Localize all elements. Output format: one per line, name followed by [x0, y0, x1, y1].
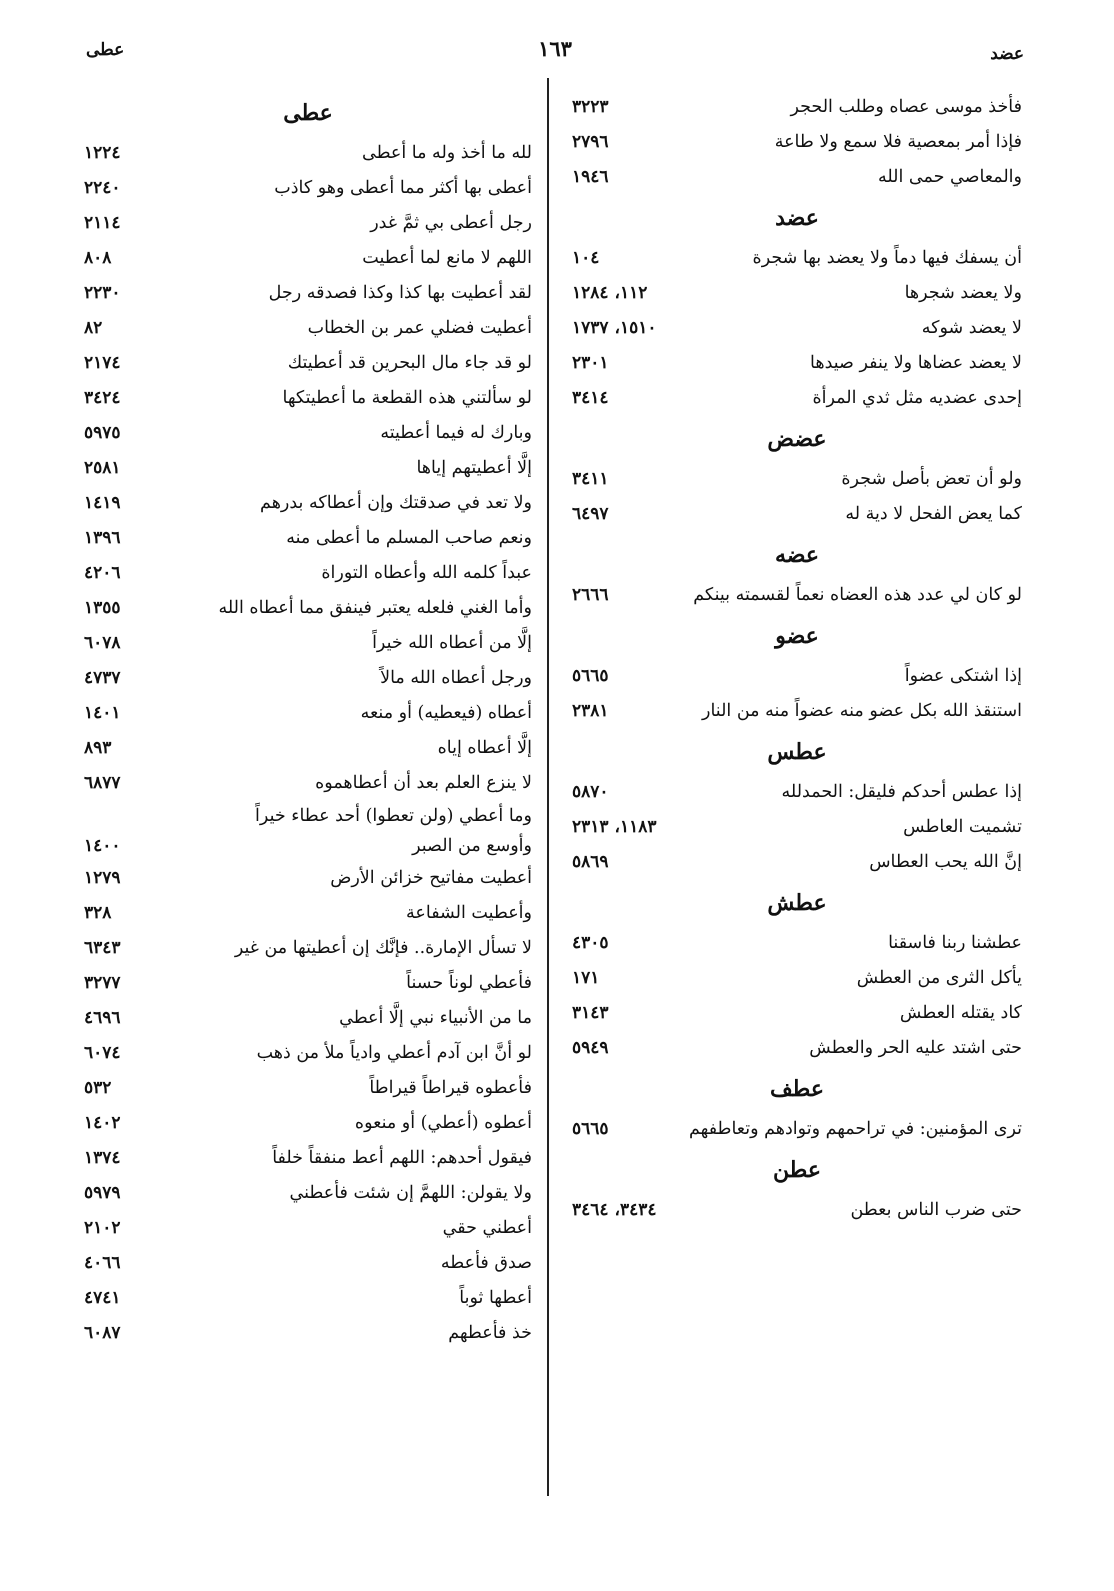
- index-entry: [572, 90, 1022, 125]
- hadith-number: ٤٢٠٦: [84, 563, 121, 583]
- index-entry: [84, 556, 532, 591]
- section-heading: عطس: [767, 739, 827, 765]
- entry-text: لقد أعطيت بها كذا وكذا فصدقه رجل: [268, 283, 532, 303]
- hadith-number: ٦٠٧٤: [84, 1043, 121, 1063]
- hadith-number: ١١٢، ١٢٨٤: [572, 283, 648, 303]
- hadith-number: ٢٣٨١: [572, 701, 609, 721]
- hadith-number: ٥٩٤٩: [572, 1038, 609, 1058]
- index-entry: [572, 1193, 1022, 1228]
- index-entry: [84, 896, 532, 931]
- hadith-number: ٤٦٩٦: [84, 1008, 121, 1028]
- index-entry: [84, 801, 532, 861]
- hadith-number: ٣٤٣٤، ٣٤٦٤: [572, 1200, 657, 1220]
- hadith-number: ١١٨٣، ٢٣١٣: [572, 817, 657, 837]
- hadith-number: ١٥١٠، ١٧٣٧: [572, 318, 657, 338]
- section-heading: عضو: [775, 623, 819, 649]
- index-entry: [84, 1071, 532, 1106]
- hadith-number: ١٣٧٤: [84, 1148, 121, 1168]
- hadith-number: ٣١٤٣: [572, 1003, 609, 1023]
- entry-text: ترى المؤمنين: في تراحمهم وتوادهم وتعاطفهم: [688, 1119, 1022, 1139]
- entry-text: فأعطوه قيراطاً قيراطاً: [369, 1078, 532, 1098]
- index-entry: [84, 416, 532, 451]
- index-entry: [84, 626, 532, 661]
- index-entry: [84, 1106, 532, 1141]
- index-entry: [84, 731, 532, 766]
- index-entry: [572, 961, 1022, 996]
- hadith-number: ٨٩٣: [84, 738, 112, 758]
- entry-text: والمعاصي حمى الله: [878, 167, 1022, 187]
- entry-text: خذ فأعطهم: [448, 1323, 532, 1343]
- entry-text: أعطيت مفاتيح خزائن الأرض: [330, 868, 532, 888]
- hadith-number: ٥٦٦٥: [572, 666, 609, 686]
- index-entry: [84, 241, 532, 276]
- entry-text: ولا تعد في صدقتك وإن أعطاكه بدرهم: [260, 493, 532, 513]
- index-entry: [84, 1001, 532, 1036]
- index-entry: [84, 276, 532, 311]
- hadith-number: ٦٨٧٧: [84, 773, 121, 793]
- entry-text: أعطني حقي: [442, 1218, 532, 1238]
- index-entry: [572, 311, 1022, 346]
- index-entry: [572, 775, 1022, 810]
- entry-text: عبداً كلمه الله وأعطاه التوراة: [321, 563, 532, 583]
- hadith-number: ٥٩٧٥: [84, 423, 121, 443]
- entry-text: فيقول أحدهم: اللهم أعط منفقاً خلفاً: [272, 1148, 532, 1168]
- hadith-number: ٢٥٨١: [84, 458, 121, 478]
- header-keyword-right: عضد: [990, 44, 1024, 64]
- section-heading: عضه: [775, 542, 819, 568]
- entry-text: إنَّ الله يحب العطاس: [869, 852, 1022, 872]
- hadith-number: ٣٤١١: [572, 469, 609, 489]
- index-entry: [572, 346, 1022, 381]
- entry-text: لا يعضد عضاها ولا ينفر صيدها: [810, 353, 1022, 373]
- entry-text: إذا اشتكى عضواً: [904, 666, 1022, 686]
- index-entry: [84, 451, 532, 486]
- right-column: [572, 90, 1022, 1228]
- entry-text: رجل أعطى بي ثمَّ غدر: [370, 213, 532, 233]
- entry-text: كاد يقتله العطش: [899, 1003, 1022, 1023]
- index-entry: [572, 1031, 1022, 1066]
- entry-text: أعطاه (فيعطيه) أو منعه: [360, 703, 532, 723]
- section-heading: عطى: [283, 100, 333, 126]
- entry-text: لو كان لي عدد هذه العضاه نعماً لقسمته بينكم: [693, 585, 1022, 605]
- index-entry: [84, 1281, 532, 1316]
- hadith-number: ١٣٩٦: [84, 528, 121, 548]
- hadith-number: ٨٠٨: [84, 248, 112, 268]
- entry-text-line: وأوسع من الصبر: [412, 836, 532, 856]
- index-entry: [84, 486, 532, 521]
- index-entry: [84, 171, 532, 206]
- index-entry: [84, 696, 532, 731]
- hadith-number: ١٧١: [572, 968, 600, 988]
- entry-text-line: وما أعطي (ولن تعطوا) أحد عطاء خيراً: [255, 806, 532, 826]
- index-entry: [84, 966, 532, 1001]
- index-entry: [84, 521, 532, 556]
- entry-text: ولا يقولن: اللهمَّ إن شئت فأعطني: [289, 1183, 532, 1203]
- index-entry: [572, 926, 1022, 961]
- entry-text: صدق فأعطه: [440, 1253, 532, 1273]
- entry-text: ولا يعضد شجرها: [904, 283, 1022, 303]
- entry-text: لا ينزع العلم بعد أن أعطاهموه: [315, 773, 532, 793]
- index-entry: [84, 1246, 532, 1281]
- hadith-number: ٥٦٦٥: [572, 1119, 609, 1139]
- hadith-number: ٥٨٧٠: [572, 782, 609, 802]
- hadith-number: ٢١٧٤: [84, 353, 121, 373]
- hadith-number: ١٤٠٢: [84, 1113, 121, 1133]
- index-entry: [84, 931, 532, 966]
- column-divider: [547, 78, 549, 1496]
- hadith-number: ٣٢٧٧: [84, 973, 121, 993]
- index-entry: [84, 591, 532, 626]
- hadith-number: ٢٦٦٦: [572, 585, 609, 605]
- entry-text: ونعم صاحب المسلم ما أعطى منه: [286, 528, 532, 548]
- hadith-number: ٢٣٠١: [572, 353, 609, 373]
- index-entry: [572, 381, 1022, 416]
- hadith-number: ٢٧٩٦: [572, 132, 609, 152]
- hadith-number: ١٤٠٠: [84, 836, 121, 856]
- hadith-number: ٣٢٢٣: [572, 97, 609, 117]
- section-heading: عطن: [773, 1157, 821, 1183]
- section-heading: عضد: [775, 205, 819, 231]
- entry-text: وأعطيت الشفاعة: [406, 903, 532, 923]
- index-entry: [572, 694, 1022, 729]
- entry-text: إذا عطس أحدكم فليقل: الحمدلله: [781, 782, 1022, 802]
- section-heading: عطش: [767, 890, 827, 916]
- entry-text: إلَّا من أعطاه الله خيراً: [372, 633, 532, 653]
- hadith-number: ٤٧٤١: [84, 1288, 121, 1308]
- entry-text: لو قد جاء مال البحرين قد أعطيتك: [287, 353, 532, 373]
- hadith-number: ٢١١٤: [84, 213, 121, 233]
- entry-text: كما يعض الفحل لا دية له: [845, 504, 1022, 524]
- hadith-number: ٣٤١٤: [572, 388, 609, 408]
- hadith-number: ١٣٥٥: [84, 598, 121, 618]
- index-entry: [84, 206, 532, 241]
- index-entry: [84, 1176, 532, 1211]
- entry-text: حتى اشتد عليه الحر والعطش: [809, 1038, 1022, 1058]
- entry-text: اللهم لا مانع لما أعطيت: [362, 248, 532, 268]
- hadith-number: ٣٤٢٤: [84, 388, 121, 408]
- index-entry: [84, 311, 532, 346]
- index-entry: [572, 276, 1022, 311]
- entry-text: فإذا أمر بمعصية فلا سمع ولا طاعة: [774, 132, 1022, 152]
- entry-text: لا يعضد شوكه: [921, 318, 1022, 338]
- hadith-number: ٥٣٢: [84, 1078, 112, 1098]
- entry-text: ما من الأنبياء نبي إلَّا أعطي: [339, 1008, 532, 1028]
- hadith-number: ٦٠٧٨: [84, 633, 121, 653]
- hadith-number: ١٢٢٤: [84, 143, 121, 163]
- entry-text: ولو أن تعض بأصل شجرة: [841, 469, 1022, 489]
- entry-text: لله ما أخذ وله ما أعطى: [361, 143, 532, 163]
- entry-text: إلَّا أعطيتهم إياها: [416, 458, 532, 478]
- entry-text: أعطى بها أكثر مما أعطى وهو كاذب: [274, 178, 532, 198]
- entry-text: لو أنَّ ابن آدم أعطي وادياً ملأ من ذهب: [256, 1043, 532, 1063]
- index-entry: [572, 160, 1022, 195]
- index-entry: [84, 766, 532, 801]
- hadith-number: ١٤١٩: [84, 493, 121, 513]
- hadith-number: ٥٩٧٩: [84, 1183, 121, 1203]
- entry-text: إلَّا أعطاه إياه: [437, 738, 532, 758]
- hadith-number: ٤٧٣٧: [84, 668, 121, 688]
- left-column: [84, 90, 532, 1351]
- index-entry: [84, 1211, 532, 1246]
- hadith-number: ١٢٧٩: [84, 868, 121, 888]
- index-entry: [572, 125, 1022, 160]
- index-entry: [572, 810, 1022, 845]
- hadith-number: ٦٣٤٣: [84, 938, 121, 958]
- index-entry: [84, 1036, 532, 1071]
- entry-text: أعطوه (أعطي) أو منعوه: [354, 1113, 532, 1133]
- header-keyword-left: عطى: [86, 40, 125, 60]
- entry-text: فأعطي لوناً حسناً: [406, 973, 532, 993]
- hadith-number: ٢١٠٢: [84, 1218, 121, 1238]
- entry-text: أعطها ثوباً: [459, 1288, 532, 1308]
- page-header: [86, 30, 1024, 70]
- entry-text: [255, 801, 532, 861]
- index-entry: [84, 1141, 532, 1176]
- entry-text: وبارك له فيما أعطيته: [380, 423, 532, 443]
- index-entry: [572, 241, 1022, 276]
- hadith-number: ٦٠٨٧: [84, 1323, 121, 1343]
- entry-text: أن يسفك فيها دماً ولا يعضد بها شجرة: [752, 248, 1022, 268]
- section-heading: عطف: [770, 1076, 824, 1102]
- hadith-number: ٨٢: [84, 318, 103, 338]
- hadith-number: ٣٢٨: [84, 903, 112, 923]
- index-entry: [572, 578, 1022, 613]
- index-entry: [572, 996, 1022, 1031]
- entry-text: لو سألتني هذه القطعة ما أعطيتكها: [282, 388, 532, 408]
- index-entry: [84, 661, 532, 696]
- index-entry: [84, 861, 532, 896]
- hadith-number: ١٩٤٦: [572, 167, 609, 187]
- index-entry: [84, 136, 532, 171]
- entry-text: عطشنا ربنا فاسقنا: [888, 933, 1022, 953]
- index-entry: [572, 659, 1022, 694]
- index-entry: [84, 1316, 532, 1351]
- hadith-number: ٢٢٣٠: [84, 283, 121, 303]
- hadith-number: ١٤٠١: [84, 703, 121, 723]
- index-entry: [84, 381, 532, 416]
- hadith-number: ٤٠٦٦: [84, 1253, 121, 1273]
- entry-text: إحدى عضديه مثل ثدي المرأة: [812, 388, 1022, 408]
- entry-text: حتى ضرب الناس بعطن: [850, 1200, 1022, 1220]
- entry-text: يأكل الثرى من العطش: [856, 968, 1022, 988]
- index-entry: [572, 845, 1022, 880]
- entry-text: وأما الغني فلعله يعتبر فينفق مما أعطاه الله: [218, 598, 532, 618]
- hadith-number: ٢٢٤٠: [84, 178, 121, 198]
- index-entry: [572, 462, 1022, 497]
- entry-text: استنقذ الله بكل عضو منه عضواً منه من النار: [702, 701, 1022, 721]
- section-heading: عضض: [767, 426, 827, 452]
- index-entry: [84, 346, 532, 381]
- index-entry: [572, 497, 1022, 532]
- entry-text: فأخذ موسى عصاه وطلب الحجر: [790, 97, 1022, 117]
- hadith-number: ٦٤٩٧: [572, 504, 609, 524]
- hadith-number: ١٠٤: [572, 248, 600, 268]
- hadith-number: ٥٨٦٩: [572, 852, 609, 872]
- entry-text: تشميت العاطس: [903, 817, 1022, 837]
- entry-text: أعطيت فضلي عمر بن الخطاب: [307, 318, 532, 338]
- entry-text: لا تسأل الإمارة.. فإنَّك إن أعطيتها من غير: [234, 938, 532, 958]
- page-number: ١٦٣: [538, 36, 572, 61]
- index-entry: [572, 1112, 1022, 1147]
- hadith-number: ٤٣٠٥: [572, 933, 609, 953]
- entry-text: ورجل أعطاه الله مالاً: [380, 668, 532, 688]
